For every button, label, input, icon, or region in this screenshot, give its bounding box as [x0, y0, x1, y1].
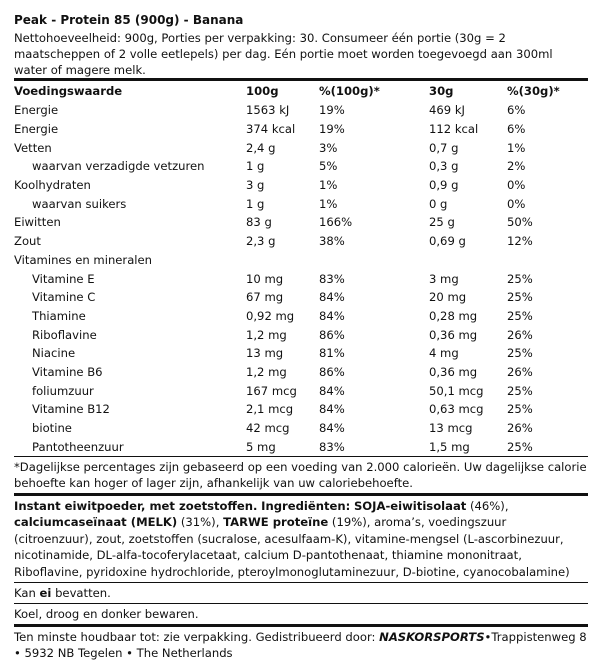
value-30g: 0 g	[429, 196, 448, 211]
ingredients-label: Ingrediënten:	[261, 499, 351, 514]
value-100g: 1563 kJ	[246, 103, 290, 118]
table-row	[14, 344, 588, 363]
pct-100g: 1%	[319, 196, 338, 211]
daily-value-footnote: *Dagelijkse percentages zijn gebaseerd op een voeding van 2.000 calorieën. Uw dagelijkse calorie behoefte kan hoger of lager zijn, afhankelijk van uw caloriebehoefte.	[14, 460, 587, 491]
value-30g: 112 kcal	[429, 122, 479, 137]
table-row	[14, 232, 588, 251]
table-row	[14, 138, 588, 157]
value-100g: 0,92 mg	[246, 308, 295, 323]
value-100g: 1 g	[246, 196, 265, 211]
pct-30g: 25%	[507, 308, 533, 323]
table-row	[14, 437, 588, 456]
value-100g: 42 mcg	[246, 421, 290, 436]
nutrient-name: Pantotheenzuur	[32, 439, 124, 454]
divider-thick	[14, 493, 588, 496]
value-30g: 50,1 mcg	[429, 383, 484, 398]
value-30g: 0,3 g	[429, 159, 459, 174]
value-30g: 0,69 g	[429, 234, 466, 249]
pct-100g: 3%	[319, 140, 338, 155]
nutrient-name: Vetten	[14, 140, 52, 155]
pct-30g: 26%	[507, 364, 533, 379]
pct-30g: 25%	[507, 271, 533, 286]
pct-30g: 6%	[507, 122, 526, 137]
value-100g: 67 mg	[246, 290, 284, 305]
value-100g: 5 mg	[246, 439, 276, 454]
pct-30g: 1%	[507, 140, 526, 155]
nutrient-name: Vitamine E	[32, 271, 95, 286]
distributor-brand: NASKORSPORTS	[379, 630, 485, 645]
table-row	[14, 194, 588, 213]
value-100g: 167 mcg	[246, 383, 297, 398]
table-row	[14, 157, 588, 176]
pct-100g: 86%	[319, 364, 345, 379]
nutrient-name: Vitamine C	[32, 290, 96, 305]
value-30g: 0,7 g	[429, 140, 459, 155]
pct-30g: 12%	[507, 234, 533, 249]
pct-100g: 81%	[319, 346, 345, 361]
allergen-word: ei	[39, 586, 52, 601]
pct-30g: 0%	[507, 196, 526, 211]
value-100g: 1,2 mg	[246, 327, 287, 342]
nutrient-name: Energie	[14, 122, 59, 137]
nutrient-name: Vitamine B6	[32, 364, 103, 379]
pct-30g: 25%	[507, 346, 533, 361]
nutrient-name: Niacine	[32, 346, 76, 361]
nutrition-table	[14, 81, 588, 456]
pct-30g: 25%	[507, 402, 533, 417]
table-row	[14, 363, 588, 382]
pct-30g: 25%	[507, 439, 533, 454]
value-30g: 0,63 mcg	[429, 402, 484, 417]
divider	[14, 456, 588, 457]
value-100g: 3 g	[246, 178, 265, 193]
value-100g: 2,1 mcg	[246, 402, 294, 417]
pct-100g: 86%	[319, 327, 345, 342]
value-30g: 0,9 g	[429, 178, 459, 193]
ingredient-rest: (19%), aroma’s, voedingszuur (citroenzuur), zout, zoetstoffen (sucralose, acesulfaam-K), vitamine-mengsel (L-ascorbinezuur, nicotinamide, DL-alfa-tocoferylacetaat, calcium D-pantothenaat, thiamine mononitraat, Riboflavine, pyridoxine hydrochloride, pteroylmonoglutaminezuur, D-biotine, cyanocobalamine)	[14, 515, 570, 579]
nutrient-name: Energie	[14, 103, 59, 118]
pct-100g: 19%	[319, 122, 345, 137]
pct-30g: 26%	[507, 421, 533, 436]
ingredients-block	[14, 498, 588, 582]
table-row	[14, 400, 588, 419]
pct-100g: 84%	[319, 290, 345, 305]
nutrient-name: Vitamine B12	[32, 402, 110, 417]
product-title: Peak - Protein 85 (900g) - Banana	[14, 13, 244, 27]
value-30g: 3 mg	[429, 271, 459, 286]
ingredient-soja: SOJA-eiwitisolaat	[353, 499, 467, 514]
value-30g: 0,36 mg	[429, 327, 478, 342]
header-per-30g: 30g	[429, 84, 454, 98]
nutrient-name: waarvan verzadigde vetzuren	[32, 159, 205, 174]
pct-30g: 2%	[507, 159, 526, 174]
table-row	[14, 120, 588, 139]
ingredient-caseinate-pct: (31%),	[180, 515, 220, 530]
ingredient-soja-pct: (46%),	[470, 499, 509, 514]
table-row	[14, 269, 588, 288]
value-100g: 83 g	[246, 215, 272, 230]
pct-30g: 26%	[507, 327, 533, 342]
nutrient-name: Zout	[14, 234, 41, 249]
distribution-info: Ten minste houdbaar tot: zie verpakking. Gedistribueerd door: NASKORSPORTS•Trappistenweg 8 • 5932 NB Tegelen • The Netherlands	[14, 630, 587, 661]
pct-100g: 38%	[319, 234, 345, 249]
nutrition-label	[14, 12, 588, 663]
value-30g: 13 mcg	[429, 421, 473, 436]
ingredient-caseinate: calciumcaseïnaat (MELK)	[14, 515, 178, 530]
table-row	[14, 288, 588, 307]
value-100g: 13 mg	[246, 346, 284, 361]
header-nutrient: Voedingswaarde	[14, 84, 123, 98]
value-100g: 1,2 mg	[246, 364, 287, 379]
value-30g: 4 mg	[429, 346, 459, 361]
distributor-address: •Trappistenweg 8 • 5932 NB Tegelen • The Netherlands	[14, 630, 587, 661]
storage-info: Koel, droog en donker bewaren.	[14, 607, 199, 622]
pct-100g: 1%	[319, 178, 338, 193]
table-row	[14, 101, 588, 120]
nutrient-name: biotine	[32, 421, 72, 436]
table-row	[14, 381, 588, 400]
pct-30g: 25%	[507, 383, 533, 398]
header-per-100g: 100g	[246, 84, 279, 98]
table-row	[14, 213, 588, 232]
table-section-row	[14, 251, 588, 270]
value-30g: 0,28 mg	[429, 308, 478, 323]
value-100g: 10 mg	[246, 271, 284, 286]
pct-100g: 5%	[319, 159, 338, 174]
section-label: Vitamines en mineralen	[14, 252, 153, 267]
pct-100g: 83%	[319, 439, 345, 454]
value-30g: 0,36 mg	[429, 364, 478, 379]
nutrient-name: Eiwitten	[14, 215, 61, 230]
nutrient-name: waarvan suikers	[32, 196, 127, 211]
value-100g: 2,4 g	[246, 140, 276, 155]
nutrient-name: Koolhydraten	[14, 178, 91, 193]
table-row	[14, 325, 588, 344]
pct-30g: 0%	[507, 178, 526, 193]
allergen-info: Kan ei bevatten.	[14, 586, 111, 601]
pct-30g: 50%	[507, 215, 533, 230]
header-pct-100g: %(100g)*	[319, 84, 380, 98]
value-100g: 374 kcal	[246, 122, 296, 137]
pct-30g: 6%	[507, 103, 526, 118]
value-30g: 469 kJ	[429, 103, 465, 118]
pct-100g: 84%	[319, 383, 345, 398]
table-row	[14, 176, 588, 195]
pct-100g: 83%	[319, 271, 345, 286]
value-30g: 20 mg	[429, 290, 467, 305]
value-100g: 2,3 g	[246, 234, 276, 249]
header-pct-30g: %(30g)*	[507, 84, 560, 98]
table-header-row	[14, 81, 588, 101]
serving-info: Nettohoeveelheid: 900g, Porties per verpakking: 30. Consumeer één portie (30g = 2 maatscheppen of 2 volle eetlepels) per dag. Eén portie moet worden toegevoegd aan 300ml water of magere melk.	[14, 31, 553, 77]
nutrient-name: Riboflavine	[32, 327, 97, 342]
value-30g: 25 g	[429, 215, 455, 230]
table-row	[14, 419, 588, 438]
pct-100g: 84%	[319, 308, 345, 323]
ingredient-wheat: TARWE proteïne	[223, 515, 329, 530]
product-type: Instant eiwitpoeder, met zoetstoffen.	[14, 499, 258, 514]
nutrient-name: foliumzuur	[32, 383, 94, 398]
pct-100g: 84%	[319, 402, 345, 417]
value-30g: 1,5 mg	[429, 439, 470, 454]
pct-100g: 84%	[319, 421, 345, 436]
pct-100g: 166%	[319, 215, 353, 230]
value-100g: 1 g	[246, 159, 265, 174]
pct-100g: 19%	[319, 103, 345, 118]
nutrient-name: Thiamine	[32, 308, 86, 323]
pct-30g: 25%	[507, 290, 533, 305]
table-row	[14, 307, 588, 326]
